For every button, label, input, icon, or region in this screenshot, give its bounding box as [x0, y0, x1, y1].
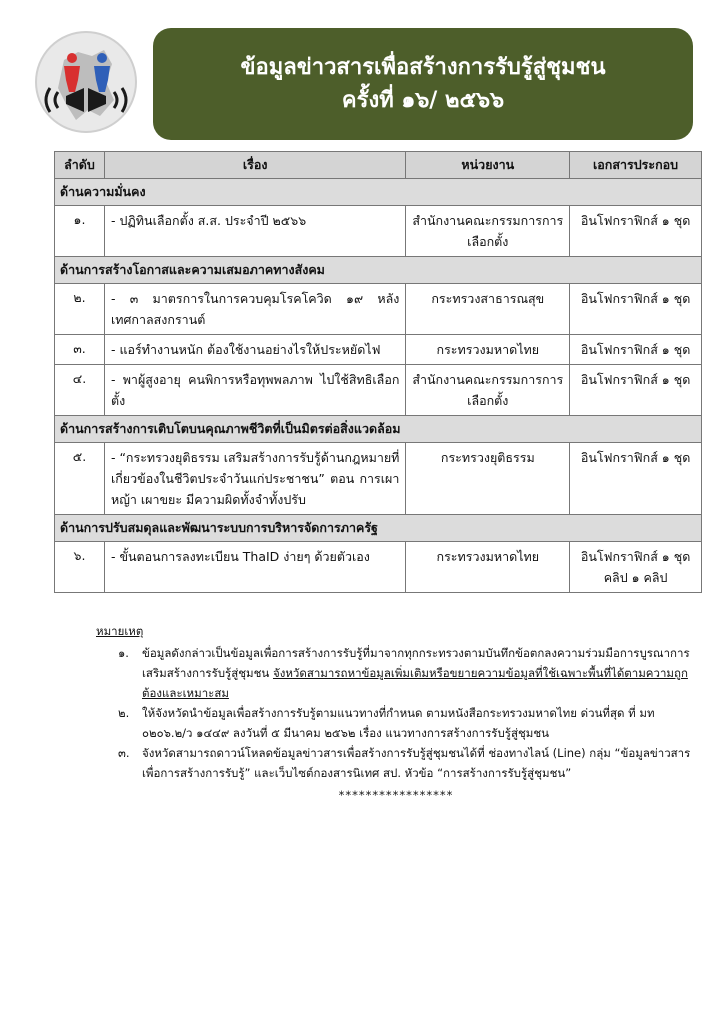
row-number: ๓. — [55, 335, 105, 365]
row-docs: อินโฟกราฟิกส์ ๑ ชุด — [570, 335, 702, 365]
notes-heading: หมายเหตุ — [96, 624, 144, 638]
table-row — [55, 443, 702, 515]
row-docs: อินโฟกราฟิกส์ ๑ ชุด — [570, 365, 702, 416]
title-banner — [153, 28, 693, 140]
note-text: ให้จังหวัดนำข้อมูลเพื่อสร้างการรับรู้ตามแนวทางที่กำหนด ตามหนังสือกระทรวงมหาดไทย ด่วนที่สุด ที่ มท ๐๒๐๖.๒/ว ๑๔๔๙ ลงวันที่ ๕ มีนาคม ๒๕๖๒ เรื่อง แนวทางการสร้างการรับรู้สู่ชุมชน — [142, 706, 655, 740]
section-row — [55, 515, 702, 542]
row-agency: สำนักงานคณะกรรมการการเลือกตั้ง — [406, 365, 570, 416]
note-number: ๓. — [118, 746, 130, 760]
row-docs: อินโฟกราฟิกส์ ๑ ชุด — [570, 443, 702, 515]
row-docs — [570, 542, 702, 593]
note-item-3 — [96, 743, 696, 783]
note-number: ๑. — [118, 646, 129, 660]
row-topic: - พาผู้สูงอายุ คนพิการหรือทุพพลภาพ ไปใช้สิทธิเลือกตั้ง — [104, 365, 405, 416]
note-item-2 — [96, 703, 696, 743]
row-topic: - แอร์ทำงานหนัก ต้องใช้งานอย่างไรให้ประหยัดไฟ — [104, 335, 405, 365]
col-header-no: ลำดับ — [55, 152, 105, 179]
row-agency: กระทรวงมหาดไทย — [406, 335, 570, 365]
logo-person-blue-head — [97, 53, 107, 63]
row-agency: กระทรวงมหาดไทย — [406, 542, 570, 593]
section-row — [55, 416, 702, 443]
row-number: ๖. — [55, 542, 105, 593]
section-title: ด้านการสร้างการเติบโตบนคุณภาพชีวิตที่เป็นมิตรต่อสิ่งแวดล้อม — [55, 416, 702, 443]
community-megaphone-logo — [26, 30, 146, 140]
row-number: ๑. — [55, 206, 105, 257]
section-title: ด้านการสร้างโอกาสและความเสมอภาคทางสังคม — [55, 257, 702, 284]
note-body — [142, 643, 696, 703]
section-title: ด้านการปรับสมดุลและพัฒนาระบบการบริหารจัดการภาครัฐ — [55, 515, 702, 542]
row-number: ๕. — [55, 443, 105, 515]
logo-person-red-head — [67, 53, 77, 63]
note-text: จังหวัดสามารถดาวน์โหลดข้อมูลข่าวสารเพื่อสร้างการรับรู้สู่ชุมชนได้ที่ ช่องทางไลน์ (Line) กลุ่ม “ข้อมูลข่าวสารเพื่อการสร้างการรับรู้” และเว็บไซต์กองสารนิเทศ สป. หัวข้อ “การสร้างการรับรู้สู่ชุมชน” — [142, 746, 691, 780]
title-line-1: ข้อมูลข่าวสารเพื่อสร้างการรับรู้สู่ชุมชน — [240, 55, 606, 80]
row-docs-infographic: อินโฟกราฟิกส์ ๑ ชุด — [580, 549, 691, 564]
info-table — [54, 151, 702, 593]
table-row — [55, 365, 702, 416]
col-header-agency: หน่วยงาน — [406, 152, 570, 179]
row-number: ๔. — [55, 365, 105, 416]
table-header-row — [55, 152, 702, 179]
row-docs: อินโฟกราฟิกส์ ๑ ชุด — [570, 206, 702, 257]
row-docs: อินโฟกราฟิกส์ ๑ ชุด — [570, 284, 702, 335]
row-topic: - ปฏิทินเลือกตั้ง ส.ส. ประจำปี ๒๕๖๖ — [104, 206, 405, 257]
row-topic: - ขั้นตอนการลงทะเบียน ThaID ง่ายๆ ด้วยตัวเอง — [104, 542, 405, 593]
row-number: ๒. — [55, 284, 105, 335]
row-agency: สำนักงานคณะกรรมการการเลือกตั้ง — [406, 206, 570, 257]
row-topic: - ๓ มาตรการในการควบคุมโรคโควิด ๑๙ หลังเทศกาลสงกรานต์ — [104, 284, 405, 335]
section-row — [55, 179, 702, 206]
note-item-1 — [96, 643, 696, 703]
title-line-2: ครั้งที่ ๑๖/ ๒๕๖๖ — [341, 88, 505, 113]
row-topic: - “กระทรวงยุติธรรม เสริมสร้างการรับรู้ด้านกฎหมายที่เกี่ยวข้องในชีวิตประจำวันแก่ประชาชน” ตอน การเผาหญ้า เผาขยะ มีความผิดทั้งจำทั้งปรับ — [104, 443, 405, 515]
col-header-docs: เอกสารประกอบ — [570, 152, 702, 179]
row-docs-clip: คลิป ๑ คลิป — [603, 570, 668, 585]
note-number: ๒. — [118, 706, 130, 720]
table-row — [55, 284, 702, 335]
row-agency: กระทรวงยุติธรรม — [406, 443, 570, 515]
table-row — [55, 542, 702, 593]
section-title: ด้านความมั่นคง — [55, 179, 702, 206]
notes-section — [96, 621, 696, 805]
table-row — [55, 335, 702, 365]
table-row — [55, 206, 702, 257]
row-agency: กระทรวงสาธารณสุข — [406, 284, 570, 335]
end-stars: ***************** — [338, 788, 454, 802]
col-header-topic: เรื่อง — [104, 152, 405, 179]
section-row — [55, 257, 702, 284]
note-underlined-text: จังหวัดสามารถหาข้อมูลเพิ่มเติมหรือขยายความข้อมูลที่ใช้เฉพาะพื้นที่ได้ตามความถูกต้องและเหมาะสม — [142, 666, 688, 700]
note-text: ข้อมูลดังกล่าวเป็นข้อมูลเพื่อการสร้างการรับรู้ที่มาจากทุกกระทรวงตามบันทึกข้อตกลงความร่วมมือการบูรณาการเสริมสร้างการรับรู้สู่ชุมชน — [142, 646, 690, 680]
